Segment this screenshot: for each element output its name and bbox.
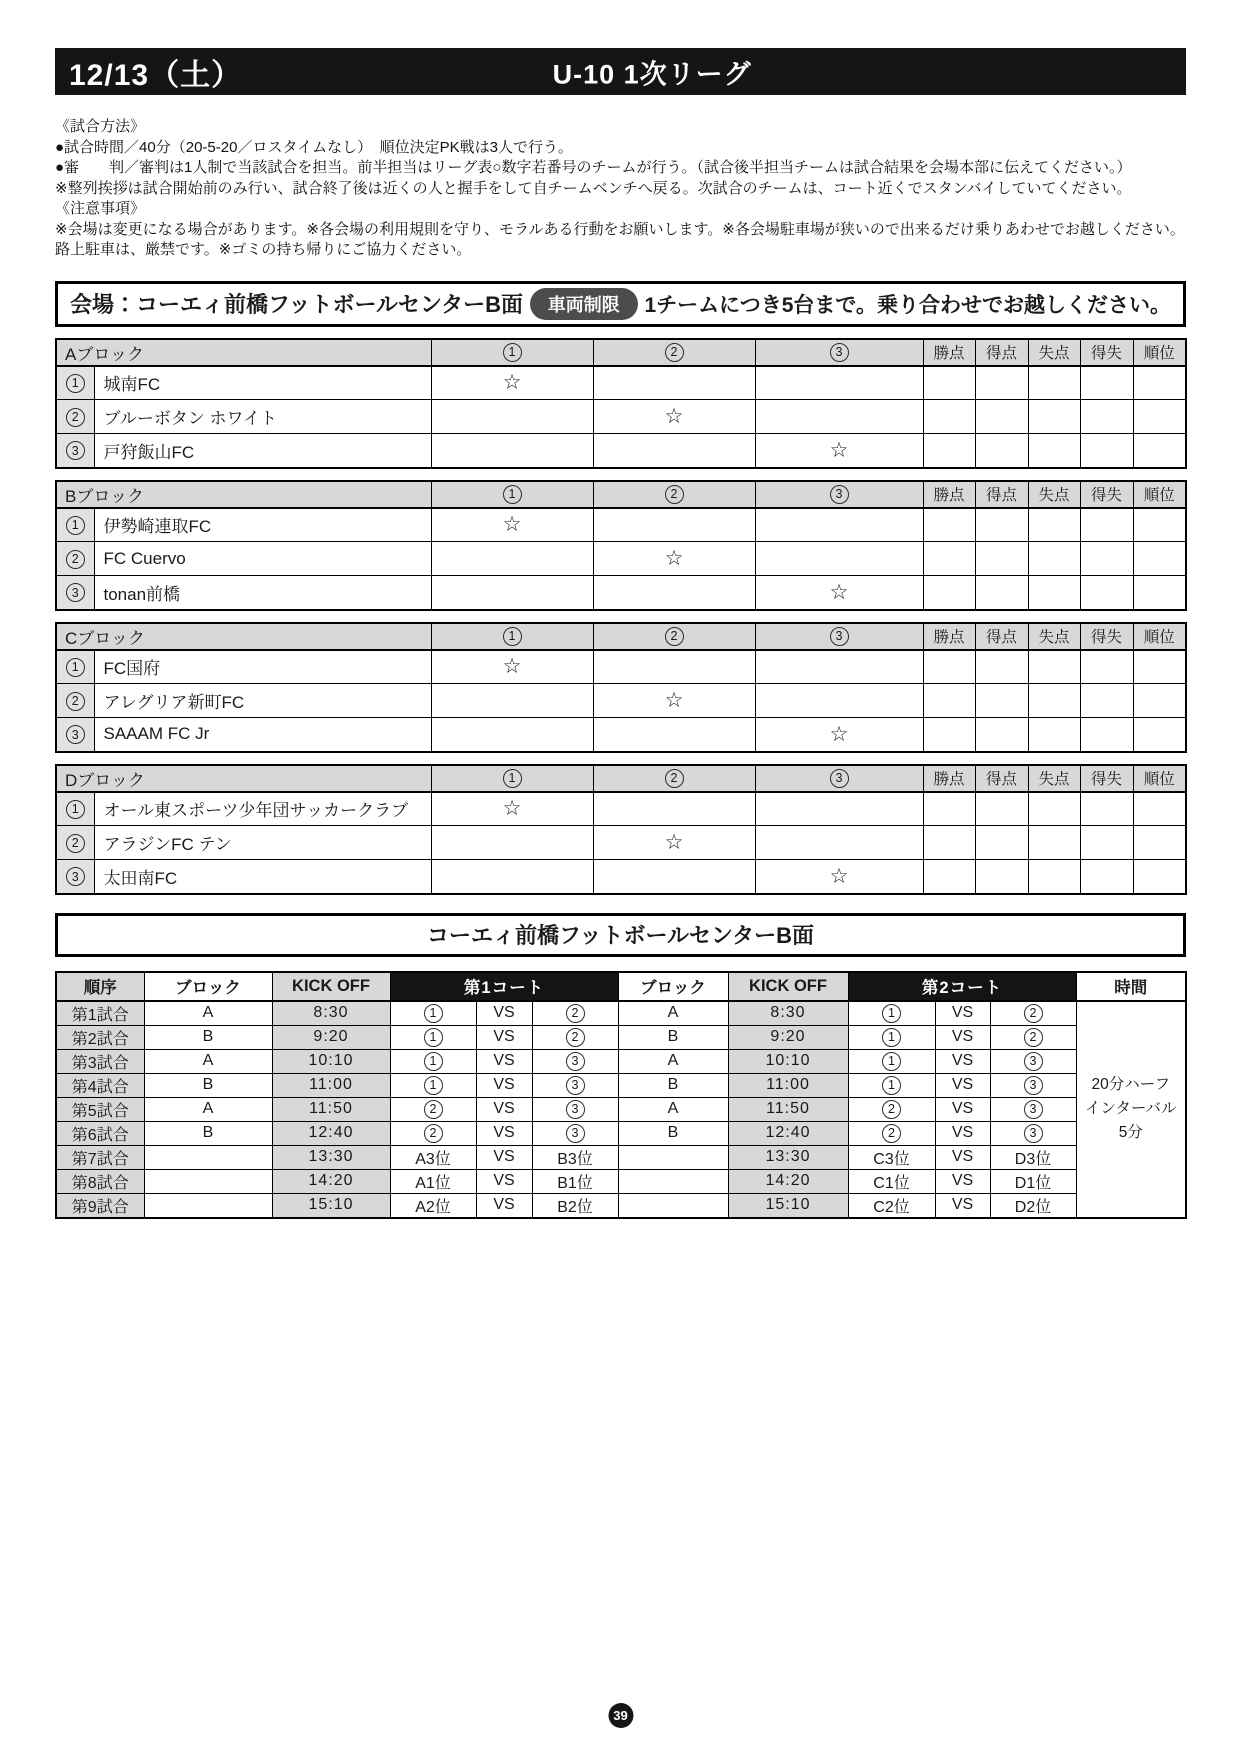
circled-number-icon: 3 [1024, 1124, 1043, 1143]
league-table-block-a [55, 338, 1187, 469]
kickoff-header: KICK OFF [272, 972, 390, 1001]
block-cell [144, 1145, 272, 1169]
schedule-row [56, 1169, 1186, 1193]
schedule-header-row [56, 972, 1186, 1001]
stat-header: 得点 [975, 481, 1028, 508]
self-match-cell: ☆ [593, 826, 755, 860]
block-cell: B [144, 1121, 272, 1145]
court1-header: 第1コート [390, 972, 618, 1001]
circled-number-icon: 2 [882, 1124, 901, 1143]
circled-number-icon: 2 [66, 408, 85, 427]
team-row [56, 650, 1186, 684]
stat-header: 順位 [1133, 339, 1186, 366]
vs-label: VS [476, 1049, 532, 1073]
note-line: 《試合方法》 [55, 118, 146, 135]
team-number-cell [56, 718, 94, 752]
circled-number-icon: 3 [566, 1100, 585, 1119]
vs-label: VS [476, 1025, 532, 1049]
kickoff-cell: 12:40 [728, 1121, 848, 1145]
kickoff-header: KICK OFF [728, 972, 848, 1001]
vs-label: VS [476, 1097, 532, 1121]
kickoff-cell: 10:10 [728, 1049, 848, 1073]
circled-number-icon: 1 [503, 627, 522, 646]
circled-number-icon: 2 [882, 1100, 901, 1119]
circled-number-icon: 3 [830, 627, 849, 646]
circled-number-icon: 3 [1024, 1100, 1043, 1119]
block-cell: A [618, 1049, 728, 1073]
kickoff-cell: 12:40 [272, 1121, 390, 1145]
kickoff-cell: 8:30 [728, 1001, 848, 1026]
block-title: Cブロック [56, 623, 431, 650]
team-name: tonan前橋 [94, 576, 431, 610]
league-table-block-d [55, 764, 1187, 895]
team-number-cell [56, 684, 94, 718]
block-title: Aブロック [56, 339, 431, 366]
note-line: ※整列挨拶は試合開始前のみ行い、試合終了後は近くの人と握手をして自チームベンチへ戻る。次試合のチームは、コート近くでスタンバイしていてください。 [55, 179, 1132, 197]
circled-number-icon: 1 [882, 1028, 901, 1047]
block-header: ブロック [144, 972, 272, 1001]
self-match-cell: ☆ [755, 576, 923, 610]
team-row [56, 718, 1186, 752]
team-name: FC国府 [94, 650, 431, 684]
vs-label: VS [935, 1193, 990, 1218]
circled-number-icon: 2 [66, 692, 85, 711]
block-cell [144, 1193, 272, 1218]
stat-header: 失点 [1028, 481, 1080, 508]
kickoff-cell: 15:10 [728, 1193, 848, 1218]
vs-label: VS [935, 1121, 990, 1145]
team-number-cell [56, 508, 94, 542]
league-table-block-b [55, 480, 1187, 611]
team-row [56, 400, 1186, 434]
team-row [56, 366, 1186, 400]
stat-header: 得点 [975, 623, 1028, 650]
block-title: Bブロック [56, 481, 431, 508]
stat-header: 得点 [975, 765, 1028, 792]
vs-label: VS [935, 1145, 990, 1169]
team-row [56, 826, 1186, 860]
circled-number-icon: 2 [1024, 1028, 1043, 1047]
team-name: 戸狩飯山FC [94, 434, 431, 468]
self-match-cell: ☆ [593, 542, 755, 576]
venue-bar [55, 281, 1186, 327]
schedule-row [56, 1193, 1186, 1218]
note-line: ●試合時間／40分（20-5-20／ロスタイムなし） 順位決定PK戦は3人で行う。 [55, 138, 574, 156]
circled-number-icon: 2 [665, 769, 684, 788]
block-cell [618, 1169, 728, 1193]
block-cell: A [618, 1001, 728, 1026]
stat-header: 得失 [1080, 339, 1133, 366]
kickoff-cell: 14:20 [728, 1169, 848, 1193]
opponent-col-2 [593, 339, 755, 366]
circled-number-icon: 1 [66, 374, 85, 393]
table-header-row [56, 623, 1186, 650]
block-cell: A [144, 1001, 272, 1026]
schedule-venue-title [55, 913, 1186, 957]
team-name: オール東スポーツ少年団サッカークラブ [94, 792, 431, 826]
block-cell: A [618, 1097, 728, 1121]
venue-name: 会場：コーエィ前橋フットボールセンターB面 [70, 292, 524, 317]
stat-header: 勝点 [923, 339, 975, 366]
rank-team: C3位 [848, 1145, 935, 1169]
kickoff-cell: 13:30 [272, 1145, 390, 1169]
footer [608, 1703, 633, 1728]
kickoff-cell: 11:00 [272, 1073, 390, 1097]
rank-team: B1位 [532, 1169, 618, 1193]
circled-number-icon: 3 [566, 1076, 585, 1095]
team-row [56, 684, 1186, 718]
schedule-row [56, 1001, 1186, 1026]
circled-number-icon: 1 [503, 485, 522, 504]
circled-number-icon: 1 [424, 1028, 443, 1047]
kickoff-cell: 10:10 [272, 1049, 390, 1073]
self-match-cell: ☆ [755, 718, 923, 752]
circled-number-icon: 3 [1024, 1076, 1043, 1095]
team-number-cell [56, 650, 94, 684]
schedule-row [56, 1121, 1186, 1145]
circled-number-icon: 1 [424, 1052, 443, 1071]
team-row [56, 434, 1186, 468]
circled-number-icon: 2 [1024, 1004, 1043, 1023]
team-name: アレグリア新町FC [94, 684, 431, 718]
schedule-row [56, 1097, 1186, 1121]
kickoff-cell: 15:10 [272, 1193, 390, 1218]
title-bar [55, 48, 1186, 95]
match-order: 第8試合 [56, 1169, 144, 1193]
kickoff-cell: 14:20 [272, 1169, 390, 1193]
vehicle-restriction-note: 1チームにつき5台まで。乗り合わせでお越しください。 [644, 293, 1171, 317]
circled-number-icon: 3 [66, 867, 85, 886]
rank-team: D1位 [990, 1169, 1076, 1193]
block-cell [618, 1145, 728, 1169]
circled-number-icon: 1 [882, 1004, 901, 1023]
circled-number-icon: 3 [66, 725, 85, 744]
circled-number-icon: 1 [424, 1004, 443, 1023]
circled-number-icon: 3 [566, 1052, 585, 1071]
self-match-cell: ☆ [431, 792, 593, 826]
vs-label: VS [935, 1073, 990, 1097]
kickoff-cell: 9:20 [728, 1025, 848, 1049]
team-number-cell [56, 366, 94, 400]
block-cell: A [144, 1049, 272, 1073]
rank-team: C1位 [848, 1169, 935, 1193]
circled-number-icon: 1 [66, 516, 85, 535]
date-label: 12/13（土） [69, 58, 243, 92]
block-cell: B [618, 1121, 728, 1145]
team-name: 伊勢崎連取FC [94, 508, 431, 542]
circled-number-icon: 3 [830, 485, 849, 504]
schedule-row [56, 1073, 1186, 1097]
stat-header: 勝点 [923, 481, 975, 508]
rank-team: A1位 [390, 1169, 476, 1193]
league-table-block-c [55, 622, 1187, 753]
team-name: 太田南FC [94, 860, 431, 894]
team-row [56, 860, 1186, 894]
circled-number-icon: 1 [503, 343, 522, 362]
kickoff-cell: 9:20 [272, 1025, 390, 1049]
block-cell: B [144, 1025, 272, 1049]
vs-label: VS [476, 1145, 532, 1169]
circled-number-icon: 2 [66, 550, 85, 569]
team-name: 城南FC [94, 366, 431, 400]
rank-team: B3位 [532, 1145, 618, 1169]
match-order: 第2試合 [56, 1025, 144, 1049]
circled-number-icon: 3 [830, 343, 849, 362]
kickoff-cell: 11:50 [728, 1097, 848, 1121]
team-name: SAAAM FC Jr [94, 718, 431, 752]
vs-label: VS [476, 1169, 532, 1193]
team-row [56, 542, 1186, 576]
circled-number-icon: 1 [882, 1052, 901, 1071]
match-order: 第7試合 [56, 1145, 144, 1169]
vs-label: VS [476, 1121, 532, 1145]
team-row [56, 576, 1186, 610]
circled-number-icon: 3 [566, 1124, 585, 1143]
circled-number-icon: 1 [424, 1076, 443, 1095]
vs-label: VS [476, 1001, 532, 1026]
stat-header: 順位 [1133, 623, 1186, 650]
vs-label: VS [935, 1025, 990, 1049]
circled-number-icon: 2 [566, 1028, 585, 1047]
match-order: 第4試合 [56, 1073, 144, 1097]
rank-team: A2位 [390, 1193, 476, 1218]
match-duration-note: 20分ハーフ インターバル 5分 [1076, 1001, 1186, 1218]
block-cell: B [144, 1073, 272, 1097]
opponent-col-3 [755, 339, 923, 366]
circled-number-icon: 3 [66, 583, 85, 602]
circled-number-icon: 3 [830, 769, 849, 788]
kickoff-cell: 8:30 [272, 1001, 390, 1026]
table-header-row [56, 765, 1186, 792]
circled-number-icon: 1 [882, 1076, 901, 1095]
notes-block [55, 117, 1186, 261]
self-match-cell: ☆ [755, 434, 923, 468]
self-match-cell: ☆ [431, 650, 593, 684]
rank-team: B2位 [532, 1193, 618, 1218]
opponent-col-1 [431, 339, 593, 366]
circled-number-icon: 2 [424, 1124, 443, 1143]
self-match-cell: ☆ [593, 684, 755, 718]
page-number: 39 [608, 1703, 633, 1728]
stat-header: 順位 [1133, 765, 1186, 792]
rank-team: A3位 [390, 1145, 476, 1169]
team-number-cell [56, 542, 94, 576]
vs-label: VS [476, 1073, 532, 1097]
self-match-cell: ☆ [431, 508, 593, 542]
team-name: ブルーボタン ホワイト [94, 400, 431, 434]
vehicle-restriction-badge: 車両制限 [530, 288, 638, 320]
stat-header: 勝点 [923, 765, 975, 792]
circled-number-icon: 2 [665, 343, 684, 362]
schedule-row [56, 1025, 1186, 1049]
block-title: Dブロック [56, 765, 431, 792]
order-header: 順序 [56, 972, 144, 1001]
circled-number-icon: 1 [503, 769, 522, 788]
team-name: FC Cuervo [94, 542, 431, 576]
match-order: 第9試合 [56, 1193, 144, 1218]
stat-header: 勝点 [923, 623, 975, 650]
team-row [56, 792, 1186, 826]
block-cell: B [618, 1073, 728, 1097]
note-line: ※会場は変更になる場合があります。※各会場の利用規則を守り、モラルある行動をお願いします。※各会場駐車場が狭いので出来るだけ乗りあわせでお越しください。路上駐車は、厳禁です。※ゴミの持ち帰りにご協力ください。 [55, 220, 1185, 258]
kickoff-cell: 11:00 [728, 1073, 848, 1097]
page-title: U-10 1次リーグ [552, 59, 752, 89]
self-match-cell: ☆ [755, 860, 923, 894]
team-number-cell [56, 826, 94, 860]
stat-header: 順位 [1133, 481, 1186, 508]
team-number-cell [56, 400, 94, 434]
stat-header: 失点 [1028, 623, 1080, 650]
team-name: アラジンFC テン [94, 826, 431, 860]
block-header: ブロック [618, 972, 728, 1001]
circled-number-icon: 3 [66, 441, 85, 460]
time-header: 時間 [1076, 972, 1186, 1001]
table-header-row [56, 481, 1186, 508]
note-line: 《注意事項》 [55, 200, 146, 217]
kickoff-cell: 11:50 [272, 1097, 390, 1121]
rank-team: D3位 [990, 1145, 1076, 1169]
rank-team: D2位 [990, 1193, 1076, 1218]
team-row [56, 508, 1186, 542]
note-line: ●審 判／審判は1人制で当該試合を担当。前半担当はリーグ表○数字若番号のチームが行う。（試合後半担当チームは試合結果を会場本部に伝えてください。） [55, 159, 1132, 176]
vs-label: VS [476, 1193, 532, 1218]
rank-team: C2位 [848, 1193, 935, 1218]
stat-header: 失点 [1028, 339, 1080, 366]
team-number-cell [56, 576, 94, 610]
block-cell: A [144, 1097, 272, 1121]
circled-number-icon: 1 [66, 800, 85, 819]
match-order: 第6試合 [56, 1121, 144, 1145]
schedule-row [56, 1145, 1186, 1169]
team-number-cell [56, 860, 94, 894]
vs-label: VS [935, 1049, 990, 1073]
circled-number-icon: 2 [66, 834, 85, 853]
block-cell [618, 1193, 728, 1218]
stat-header: 得失 [1080, 481, 1133, 508]
circled-number-icon: 2 [665, 485, 684, 504]
match-order: 第1試合 [56, 1001, 144, 1026]
self-match-cell: ☆ [431, 366, 593, 400]
stat-header: 得点 [975, 339, 1028, 366]
circled-number-icon: 2 [566, 1004, 585, 1023]
vs-label: VS [935, 1001, 990, 1026]
schedule-table [55, 971, 1187, 1219]
table-header-row [56, 339, 1186, 366]
team-number-cell [56, 792, 94, 826]
schedule-row [56, 1049, 1186, 1073]
vs-label: VS [935, 1097, 990, 1121]
stat-header: 得失 [1080, 765, 1133, 792]
match-order: 第5試合 [56, 1097, 144, 1121]
schedule-venue-title-text: コーエィ前橋フットボールセンターB面 [426, 923, 815, 948]
stat-header: 失点 [1028, 765, 1080, 792]
circled-number-icon: 2 [424, 1100, 443, 1119]
circled-number-icon: 3 [1024, 1052, 1043, 1071]
block-cell: B [618, 1025, 728, 1049]
team-number-cell [56, 434, 94, 468]
circled-number-icon: 1 [66, 658, 85, 677]
self-match-cell: ☆ [593, 400, 755, 434]
stat-header: 得失 [1080, 623, 1133, 650]
circled-number-icon: 2 [665, 627, 684, 646]
block-cell [144, 1169, 272, 1193]
court2-header: 第2コート [848, 972, 1076, 1001]
match-order: 第3試合 [56, 1049, 144, 1073]
kickoff-cell: 13:30 [728, 1145, 848, 1169]
vs-label: VS [935, 1169, 990, 1193]
